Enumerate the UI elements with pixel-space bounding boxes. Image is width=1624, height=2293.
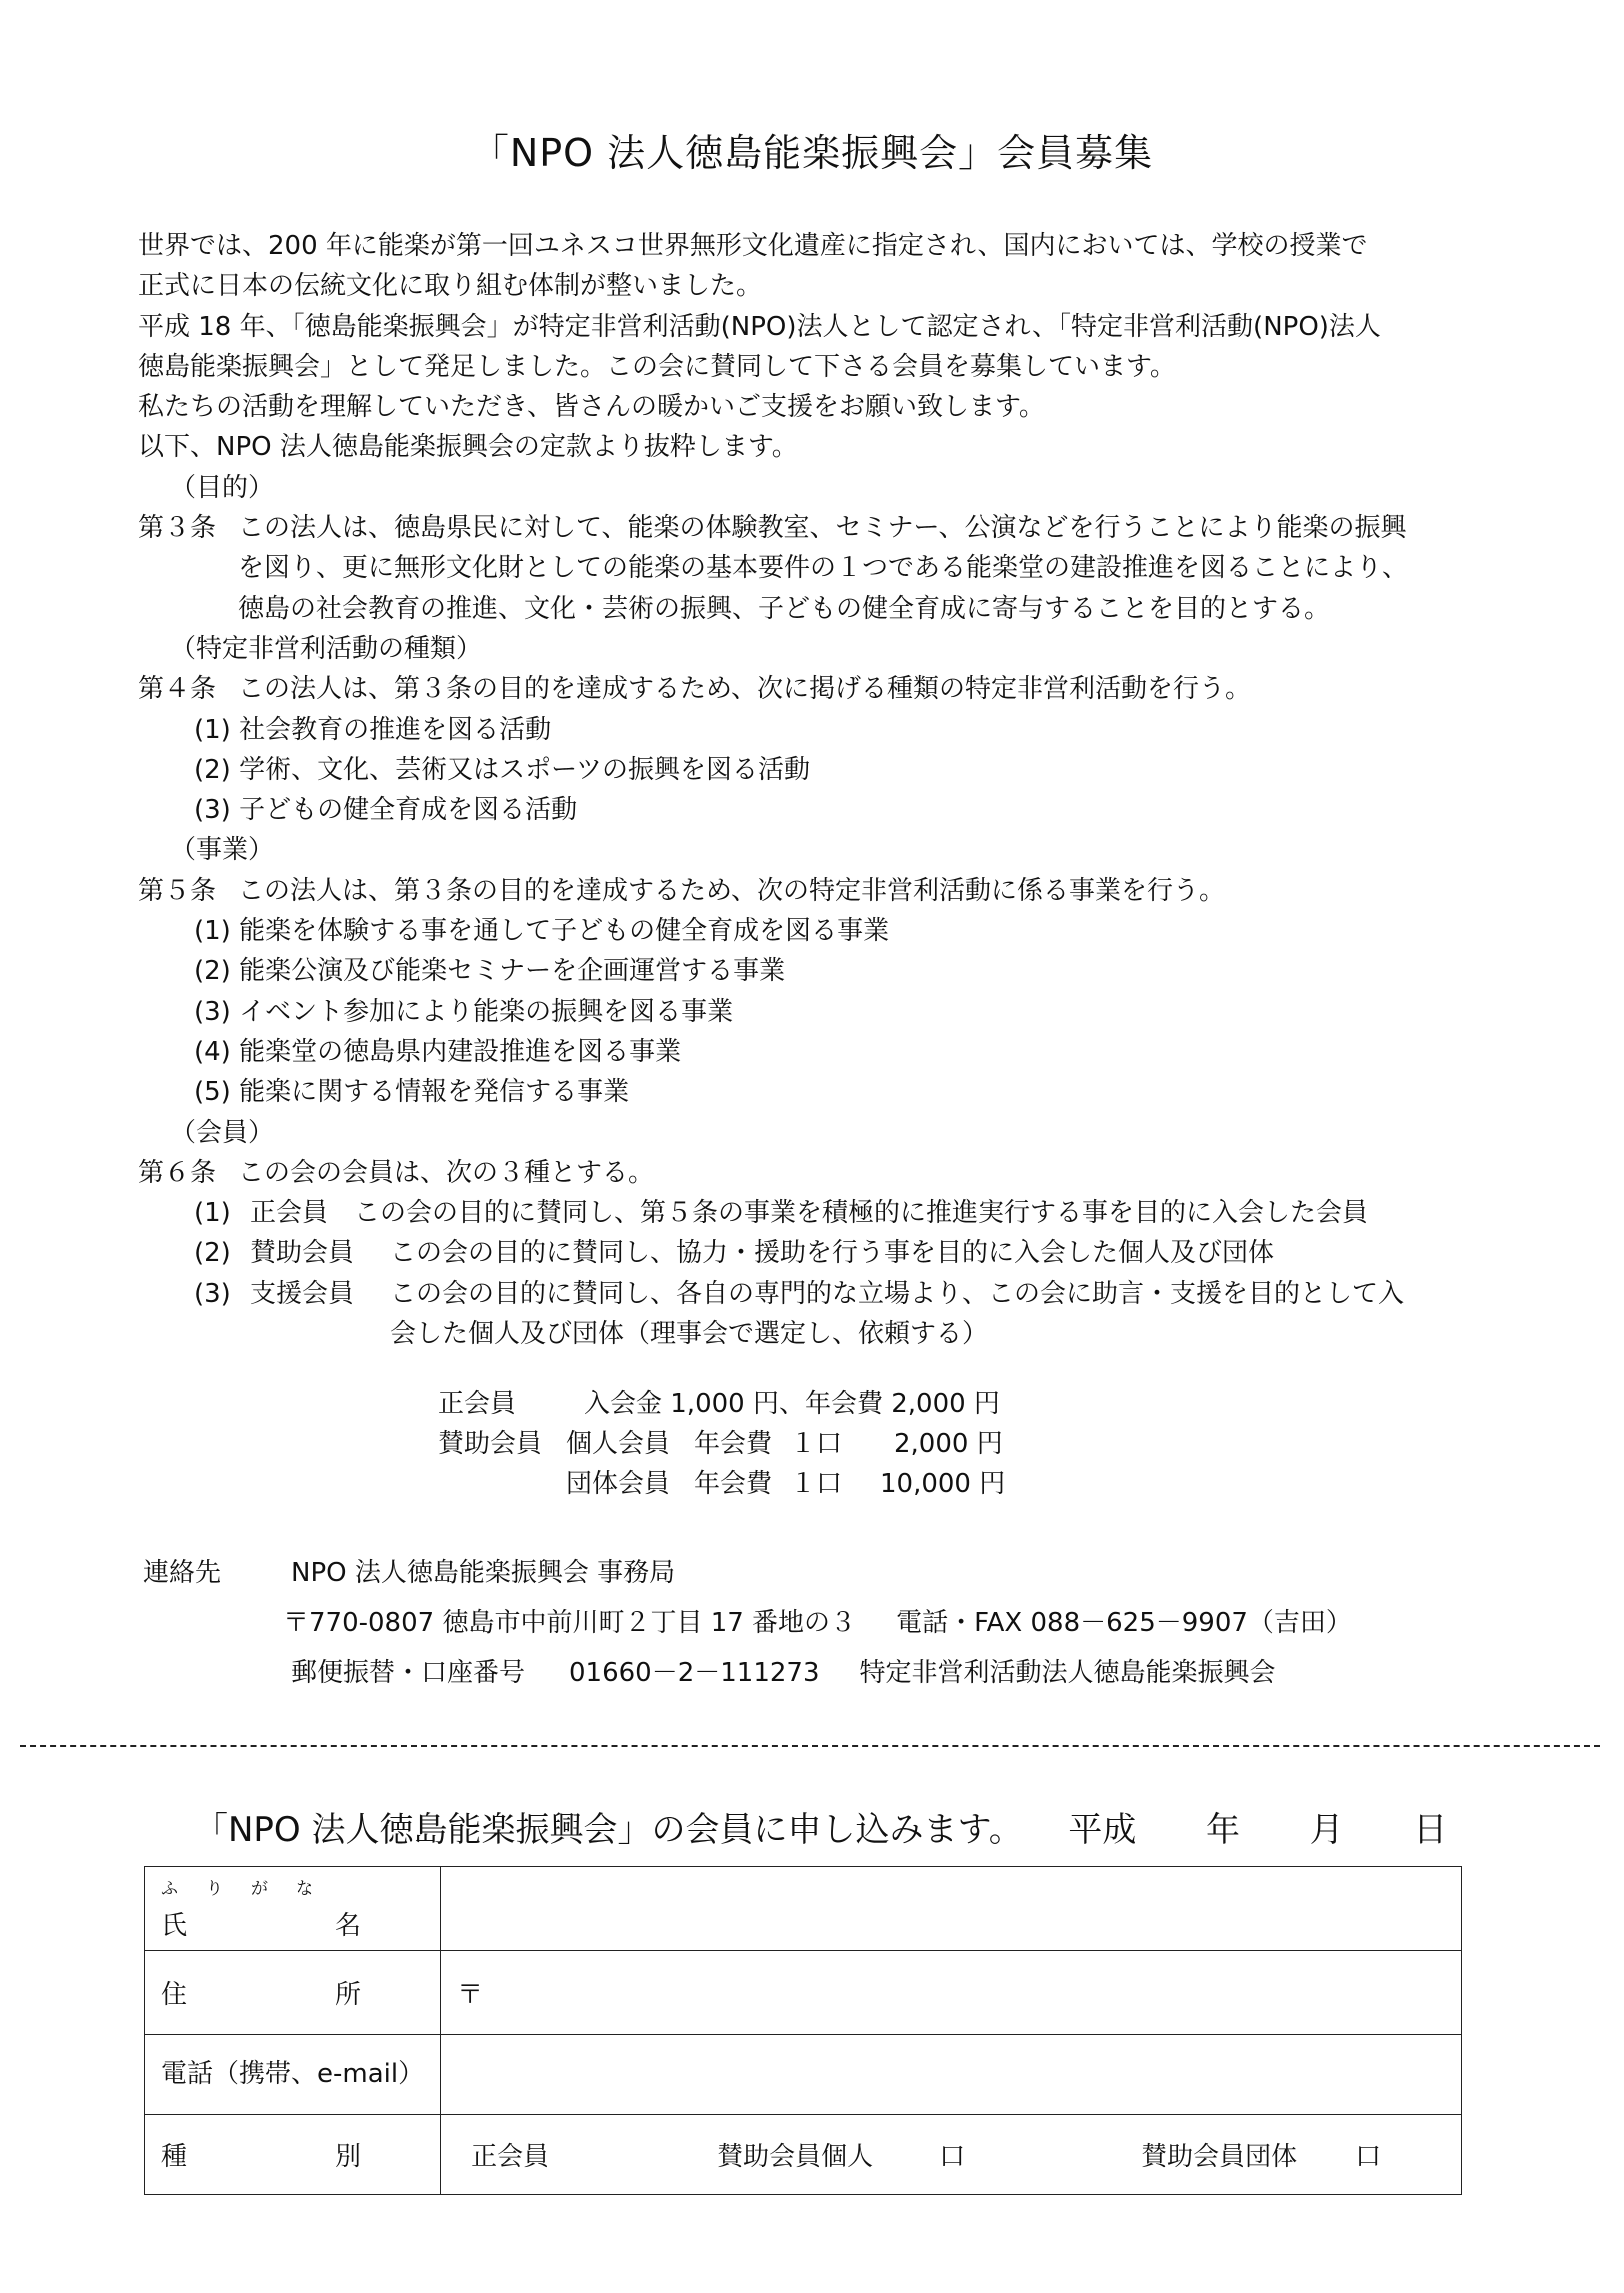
article-6-text: この会の会員は、次の３種とする。 [238, 1157, 655, 1188]
application-text: 「NPO 法人徳島能楽振興会」の会員に申し込みます。 [194, 1810, 1023, 1850]
intro-line: 平成 18 年、「徳島能楽振興会」が特定非営利活動(NPO)法人として認定され、「特定非営利活動(NPO)法人 [138, 311, 1381, 342]
article-4-heading: （特定非営利活動の種類） [170, 633, 483, 664]
form-row-type [145, 2115, 1462, 2195]
member-type-desc: この会の目的に賛同し、第５条の事業を積極的に推進実行する事を目的に入会した会員 [354, 1198, 1369, 1229]
option-regular[interactable]: 正会員 [471, 2142, 550, 2172]
fee-row-support-person [438, 1424, 1005, 1464]
postal-account-number: 01660－2－111273 [569, 1658, 820, 1688]
furigana-label: ふりがな [161, 1879, 341, 1899]
form-label-address-right: 所 [334, 1980, 361, 2010]
form-label-name [145, 1867, 441, 1951]
fee-label: 賛助会員 [438, 1429, 543, 1459]
article-4-item: (1) 社会教育の推進を図る活動 [194, 714, 552, 745]
form-row-phone [145, 2035, 1462, 2115]
article-5-text: この法人は、第３条の目的を達成するため、次の特定非営利活動に係る事業を行う。 [238, 875, 1225, 906]
postal-account-label: 郵便振替・口座番号 [291, 1658, 526, 1688]
fee-units: １口 [790, 1469, 843, 1499]
article-5-item: (5) 能楽に関する情報を発信する事業 [194, 1077, 630, 1108]
contact-row-address [143, 1598, 1352, 1648]
intro-line: 世界では、200 年に能楽が第一回ユネスコ世界無形文化遺産に指定され、国内においては、学校の授業で [138, 231, 1368, 261]
intro-line: 徳島能楽振興会」として発足しました。この会に賛同して下さる会員を募集しています。 [138, 351, 1176, 382]
address-field[interactable] [441, 1951, 1462, 2035]
article-3-line: を図り、更に無形文化財としての能楽の基本要件の１つである能楽堂の建設推進を図ることにより、 [238, 553, 1409, 584]
member-type-row [138, 1274, 1478, 1314]
article-5-label: 第５条 [138, 875, 217, 906]
member-type-row [138, 1233, 1478, 1273]
member-type-desc: この会の目的に賛同し、協力・援助を行う事を目的に入会した個人及び団体 [390, 1238, 1275, 1269]
document-body [138, 226, 1478, 1354]
fee-label: 正会員 [438, 1389, 517, 1419]
cut-line [20, 1745, 1600, 1747]
intro-line: 私たちの活動を理解していただき、皆さんの暖かいご支援をお願い致します。 [138, 392, 1045, 423]
membership-fees [438, 1384, 1005, 1504]
article-5-heading: （事業） [170, 835, 275, 866]
intro-line: 以下、NPO 法人徳島能楽振興会の定款より抜粋します。 [138, 432, 798, 463]
fee-annual: 年会費 [694, 1469, 773, 1499]
member-type-desc: この会の目的に賛同し、各自の専門的な立場より、この会に助言・支援を目的として入 [390, 1278, 1405, 1309]
article-4-item: (3) 子どもの健全育成を図る活動 [194, 795, 578, 826]
article-6-label: 第６条 [138, 1157, 217, 1188]
fee-row-support-group [438, 1464, 1005, 1504]
article-5-item: (4) 能楽堂の徳島県内建設推進を図る事業 [194, 1036, 682, 1067]
member-type-number: (1) [194, 1198, 231, 1229]
member-type-number: (2) [194, 1238, 231, 1269]
option-support-person[interactable]: 賛助会員個人 [717, 2142, 874, 2172]
fee-units: １口 [790, 1429, 843, 1459]
application-era: 平成 [1068, 1810, 1137, 1850]
article-3-line: 徳島の社会教育の推進、文化・芸術の振興、子どもの健全育成に寄与することを目的とする。 [238, 593, 1331, 624]
article-6 [138, 1153, 1478, 1193]
article-4 [138, 669, 1478, 709]
contact-address: 〒770-0807 徳島市中前川町２丁目 17 番地の３ [283, 1608, 857, 1638]
member-type-class: 支援会員 [250, 1278, 355, 1309]
form-label-address [145, 1951, 441, 2035]
fee-annual: 年会費 [694, 1429, 773, 1459]
article-6-heading: （会員） [170, 1117, 275, 1148]
contact-phone: 電話・FAX 088－625－9907（吉田） [896, 1608, 1352, 1638]
fee-type: 団体会員 [566, 1469, 671, 1499]
checkbox-support-group[interactable]: 口 [1355, 2142, 1382, 2172]
application-year[interactable]: 年 [1206, 1810, 1241, 1850]
option-support-group[interactable]: 賛助会員団体 [1141, 2142, 1298, 2172]
form-label-name-left: 氏 [161, 1911, 188, 1941]
article-5-item: (1) 能楽を体験する事を通して子どもの健全育成を図る事業 [194, 916, 890, 947]
intro-line: 正式に日本の伝統文化に取り組む体制が整いました。 [138, 271, 763, 302]
form-row-name [145, 1867, 1462, 1951]
article-3-label: 第３条 [138, 513, 217, 544]
application-form [144, 1866, 1462, 2195]
application-statement [194, 1802, 1448, 1851]
form-label-name-right: 名 [334, 1911, 361, 1941]
contact-row-org [143, 1548, 1352, 1598]
form-row-address [145, 1951, 1462, 2035]
article-3-line: この法人は、徳島県民に対して、能楽の体験教室、セミナー、公演などを行うことにより能楽の振興 [238, 513, 1407, 544]
application-month[interactable]: 月 [1309, 1810, 1344, 1850]
fee-type: 個人会員 [566, 1429, 671, 1459]
fee-text: 入会金 1,000 円、年会費 2,000 円 [584, 1389, 1000, 1419]
article-5-item: (2) 能楽公演及び能楽セミナーを企画運営する事業 [194, 956, 786, 987]
checkbox-support-person[interactable]: 口 [939, 2142, 966, 2172]
member-type-class: 正会員 [250, 1198, 329, 1229]
fee-amount: 10,000 円 [880, 1469, 1006, 1499]
contact-org: NPO 法人徳島能楽振興会 事務局 [291, 1558, 676, 1588]
article-3 [138, 508, 1478, 629]
article-3-heading: （目的） [170, 472, 275, 503]
member-type-continuation: 会した個人及び団体（理事会で選定し、依頼する） [390, 1319, 989, 1350]
contact-label: 連絡先 [143, 1558, 222, 1588]
member-type-number: (3) [194, 1278, 231, 1309]
name-field[interactable] [441, 1867, 1462, 1951]
form-label-address-left: 住 [161, 1980, 188, 2010]
article-5 [138, 871, 1478, 911]
article-4-item: (2) 学術、文化、芸術又はスポーツの振興を図る活動 [194, 754, 811, 785]
form-label-type-left: 種 [161, 2142, 188, 2172]
member-type-class: 賛助会員 [250, 1238, 355, 1269]
application-day[interactable]: 日 [1413, 1810, 1448, 1850]
member-type-row [138, 1193, 1478, 1233]
phone-field[interactable] [441, 2035, 1462, 2115]
page-title: 「NPO 法人徳島能楽振興会」会員募集 [470, 131, 1154, 175]
article-4-text: この法人は、第３条の目的を達成するため、次に掲げる種類の特定非営利活動を行う。 [238, 674, 1251, 705]
article-4-label: 第４条 [138, 674, 217, 705]
contact-row-account [143, 1648, 1352, 1698]
form-label-phone: 電話（携帯、e-mail） [145, 2035, 441, 2115]
form-label-type-right: 別 [334, 2142, 361, 2172]
fee-row-regular [438, 1384, 1005, 1424]
membership-type-field [441, 2115, 1462, 2195]
contact-block [143, 1548, 1352, 1698]
postal-mark: 〒 [457, 1980, 484, 2010]
fee-amount: 2,000 円 [894, 1429, 1003, 1459]
article-5-item: (3) イベント参加により能楽の振興を図る事業 [194, 996, 734, 1027]
postal-account-name: 特定非営利活動法人徳島能楽振興会 [859, 1658, 1276, 1688]
form-label-type [145, 2115, 441, 2195]
